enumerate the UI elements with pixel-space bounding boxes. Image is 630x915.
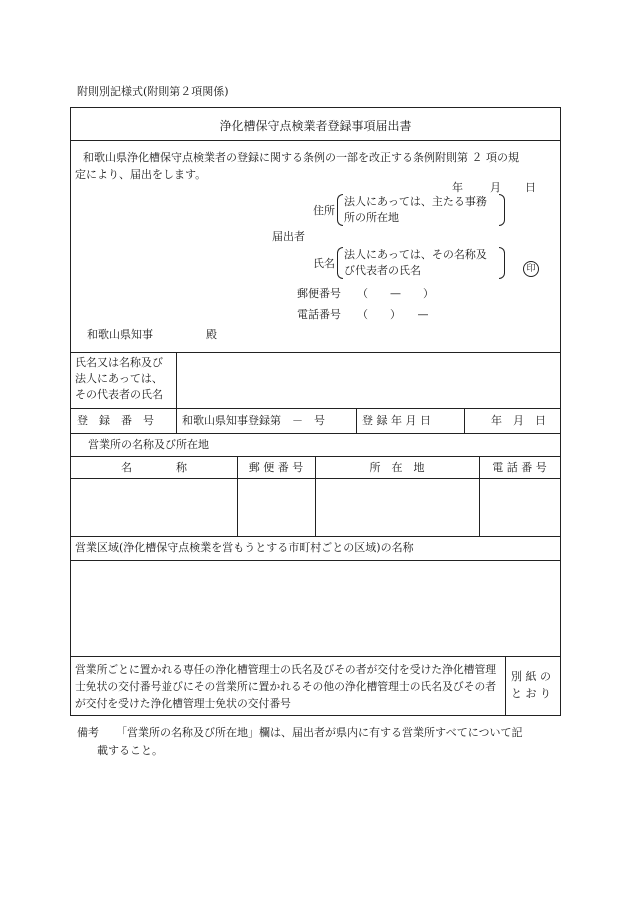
bracket-open [337, 247, 343, 279]
manager-note-line1: 別 紙 の [511, 670, 551, 683]
header-note: 附則別記様式(附則第２項関係) [77, 85, 229, 98]
divider [464, 408, 465, 433]
divider [176, 408, 177, 433]
seal-mark: 印 [523, 261, 539, 277]
divider [176, 352, 177, 408]
date-day: 日 [525, 181, 536, 194]
divider [71, 408, 560, 409]
phone-label: 電話番号 [297, 308, 341, 321]
office-header-name: 名 称 [121, 461, 187, 474]
address-label: 住所 [313, 204, 335, 217]
intro-text-line1: 和歌山県浄化槽保守点検業者の登録に関する条例の一部を改正する条例附則第 ２ 項の規 [83, 151, 519, 164]
row-name-label-line2: 法人にあっては、 [75, 372, 163, 385]
divider [71, 560, 560, 561]
reg-date-value: 年 月 日 [491, 414, 546, 427]
area-label: 営業区域(浄化槽保守点検業を営もうとする市町村ごとの区域)の名称 [75, 541, 414, 554]
divider [71, 433, 560, 434]
form-title: 浄化槽保守点検業者登録事項届出書 [219, 119, 412, 133]
remarks-line2: 載すること。 [97, 744, 163, 757]
bracket-close [499, 194, 505, 226]
bracket-open [337, 194, 343, 226]
remarks-label: 備考 [77, 726, 99, 739]
divider [356, 408, 357, 433]
applicant-label: 届出者 [272, 230, 305, 243]
name-note-line2: び代表者の氏名 [344, 264, 421, 277]
date-year: 年 [452, 181, 463, 194]
registration-form [70, 107, 561, 716]
divider [71, 352, 560, 353]
date-month: 月 [490, 181, 501, 194]
remarks-line1: 「営業所の名称及び所在地」欄は、届出者が県内に有する営業所すべてについて記 [116, 726, 523, 739]
manager-note-line2: と お り [511, 687, 551, 700]
address-note-line1: 法人にあっては、主たる事務 [344, 195, 487, 208]
office-header-address: 所 在 地 [369, 461, 425, 474]
name-label: 氏名 [313, 257, 335, 270]
phone-value: （ ） — [357, 308, 429, 321]
divider [71, 140, 560, 141]
reg-date-label: 登 録 年 月 日 [362, 414, 431, 427]
postal-value: （ — ） [357, 287, 434, 300]
office-header-postal: 郵 便 番 号 [248, 461, 304, 474]
name-note-line1: 法人にあっては、その名称及 [344, 248, 487, 261]
addressee: 和歌山県知事 [87, 328, 153, 341]
manager-text: 営業所ごとに置かれる専任の浄化槽管理士の氏名及びその者が交付を受けた浄化槽管理士免状の交付番号並びにその営業所に置かれるその他の浄化槽管理士の氏名及びその者が交付を受けた浄化槽管理士免状の交付番号 [75, 663, 497, 710]
reg-number-label: 登 録 番 号 [77, 414, 154, 427]
divider [505, 656, 506, 715]
row-name-label-line3: その代表者の氏名 [75, 388, 163, 401]
office-section-label: 営業所の名称及び所在地 [88, 438, 209, 451]
office-header-phone: 電 話 番 号 [492, 461, 547, 474]
divider [71, 536, 560, 537]
honorific: 殿 [206, 328, 217, 341]
row-name-label-line1: 氏名又は名称及び [75, 356, 163, 369]
divider [71, 656, 560, 657]
intro-text-line2: 定により、届出をします。 [75, 168, 207, 181]
reg-number-value: 和歌山県知事登録第 － 号 [182, 414, 325, 427]
postal-label: 郵便番号 [297, 287, 341, 300]
bracket-close [499, 247, 505, 279]
address-note-line2: 所の所在地 [344, 211, 399, 224]
